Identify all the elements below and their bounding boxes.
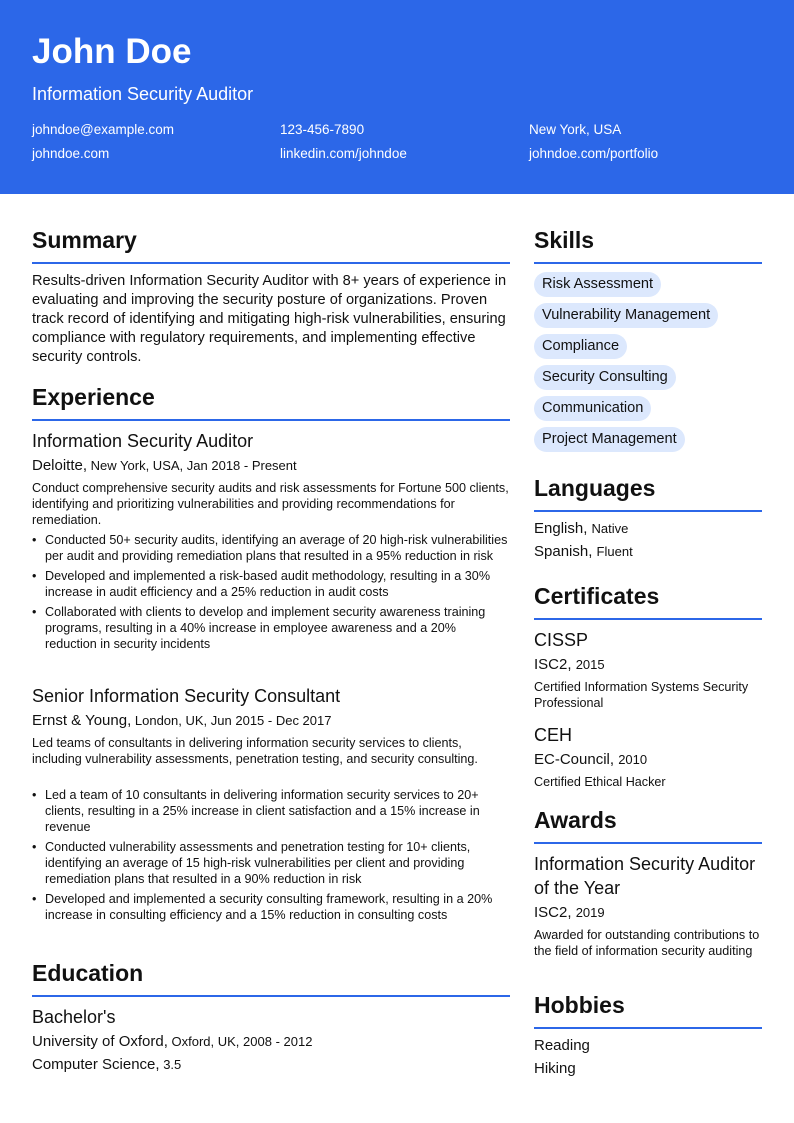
summary-text: Results-driven Information Security Auditor with 8+ years of experience in evaluating and improving the security posture of organizations. Proven track record of identifying and mitigating high-risk vulnerabilities, ensuring compliance with regulatory requirements, and implementing effective security controls. bbox=[32, 273, 507, 365]
awards-divider bbox=[534, 842, 762, 844]
certificate-meta bbox=[534, 656, 605, 674]
degree: Bachelor's bbox=[32, 1007, 116, 1027]
job-title-headline: Information Security Auditor bbox=[32, 84, 254, 104]
school-location: Oxford, UK, bbox=[171, 1034, 240, 1049]
languages-heading: Languages bbox=[534, 475, 656, 501]
summary-divider bbox=[32, 262, 510, 264]
award-meta bbox=[534, 904, 605, 922]
location: New York, USA bbox=[529, 122, 622, 137]
job-title: Information Security Auditor bbox=[32, 431, 254, 451]
language-level: Fluent bbox=[596, 544, 633, 559]
experience-divider bbox=[32, 419, 510, 421]
certificate-year: 2015 bbox=[575, 657, 605, 672]
language-item bbox=[534, 520, 628, 538]
school-name: University of Oxford, bbox=[32, 1033, 168, 1050]
job-meta bbox=[32, 457, 297, 475]
job-description: Conduct comprehensive security audits and risk assessments for Fortune 500 clients, identifying and prioritizing vulnerabilities and providing recommendations for remediation. bbox=[32, 481, 509, 527]
education-divider bbox=[32, 995, 510, 997]
certificate-name: CISSP bbox=[534, 630, 589, 650]
skill-tag: Communication bbox=[534, 396, 651, 421]
skill-tag: Vulnerability Management bbox=[534, 303, 718, 328]
language-name: English, bbox=[534, 520, 588, 537]
gpa: 3.5 bbox=[163, 1057, 182, 1072]
skill-tag: Risk Assessment bbox=[534, 272, 661, 297]
portfolio-link[interactable]: johndoe.com/portfolio bbox=[529, 146, 659, 161]
job-achievements bbox=[32, 532, 510, 656]
website-link[interactable]: johndoe.com bbox=[32, 146, 110, 161]
languages-divider bbox=[534, 510, 762, 512]
email-link[interactable]: johndoe@example.com bbox=[32, 122, 175, 137]
hobbies-heading: Hobbies bbox=[534, 992, 625, 1018]
person-name: John Doe bbox=[32, 32, 192, 71]
skill-tag: Project Management bbox=[534, 427, 685, 452]
skills-list bbox=[534, 272, 762, 458]
job-dates: Jan 2018 - Present bbox=[186, 458, 297, 473]
job-location: New York, USA, bbox=[90, 458, 184, 473]
hobby-item: Hiking bbox=[534, 1060, 576, 1077]
achievement-item: • Conducted 50+ security audits, identifying an average of 20 high-risk vulnerabilities per audit and providing remediation plans that resulted in a 95% reduction in risk bbox=[32, 532, 510, 564]
award-issuer: ISC2, bbox=[534, 904, 572, 921]
award-description: Awarded for outstanding contributions to the field of information security auditing bbox=[534, 928, 760, 958]
achievement-item: • Developed and implemented a risk-based audit methodology, resulting in a 30% increase in audit efficiency and a 25% reduction in audit costs bbox=[32, 568, 510, 600]
certificates-heading: Certificates bbox=[534, 583, 660, 609]
phone-number: 123-456-7890 bbox=[280, 122, 365, 137]
achievement-item: • Led a team of 10 consultants in delivering information security services to 20+ clients, resulting in a 25% increase in client satisfaction and a 15% increase in revenue bbox=[32, 787, 510, 835]
skills-heading: Skills bbox=[534, 227, 595, 253]
education-meta bbox=[32, 1033, 312, 1051]
job-title: Senior Information Security Consultant bbox=[32, 686, 341, 706]
certificate-description: Certified Ethical Hacker bbox=[534, 775, 666, 789]
job-meta bbox=[32, 712, 331, 730]
job-dates: Jun 2015 - Dec 2017 bbox=[210, 713, 332, 728]
skills-divider bbox=[534, 262, 762, 264]
education-dates: 2008 - 2012 bbox=[243, 1034, 313, 1049]
skill-tag: Compliance bbox=[534, 334, 627, 359]
language-level: Native bbox=[591, 521, 629, 536]
job-achievements bbox=[32, 787, 510, 927]
achievement-item: • Conducted vulnerability assessments and penetration testing for 10+ clients, identifying an average of 15 high-risk vulnerabilities per client and providing remediation plans that resulted in a 90% reduction in risk bbox=[32, 839, 510, 887]
skill-tag: Security Consulting bbox=[534, 365, 676, 390]
company-name: Deloitte, bbox=[32, 457, 88, 474]
certificate-name: CEH bbox=[534, 725, 573, 745]
company-name: Ernst & Young, bbox=[32, 712, 132, 729]
hobby-item: Reading bbox=[534, 1037, 590, 1054]
field-of-study bbox=[32, 1056, 181, 1074]
achievement-item: • Developed and implemented a security consulting framework, resulting in a 20% increase in consulting efficiency and a 15% reduction in consulting costs bbox=[32, 891, 510, 923]
award-title: Information Security Auditor of the Year bbox=[534, 854, 756, 898]
certificate-year: 2010 bbox=[618, 752, 648, 767]
field-name: Computer Science, bbox=[32, 1056, 160, 1073]
language-item bbox=[534, 543, 633, 561]
awards-heading: Awards bbox=[534, 807, 617, 833]
linkedin-link[interactable]: linkedin.com/johndoe bbox=[280, 146, 407, 161]
certificate-description: Certified Information Systems Security Professional bbox=[534, 680, 749, 710]
education-heading: Education bbox=[32, 960, 144, 986]
certificates-divider bbox=[534, 618, 762, 620]
award-year: 2019 bbox=[575, 905, 605, 920]
certificate-issuer: EC-Council, bbox=[534, 751, 615, 768]
job-description: Led teams of consultants in delivering information security services to clients, including vulnerability assessments, penetration testing, and security consulting. bbox=[32, 736, 478, 766]
hobbies-divider bbox=[534, 1027, 762, 1029]
achievement-item: • Collaborated with clients to develop and implement security awareness training programs, resulting in a 40% increase in employee awareness and a 20% reduction in security incidents bbox=[32, 604, 510, 652]
experience-heading: Experience bbox=[32, 384, 155, 410]
certificate-issuer: ISC2, bbox=[534, 656, 572, 673]
resume-header bbox=[0, 0, 794, 194]
job-location: London, UK, bbox=[134, 713, 208, 728]
certificate-meta bbox=[534, 751, 647, 769]
summary-heading: Summary bbox=[32, 227, 137, 253]
language-name: Spanish, bbox=[534, 543, 593, 560]
